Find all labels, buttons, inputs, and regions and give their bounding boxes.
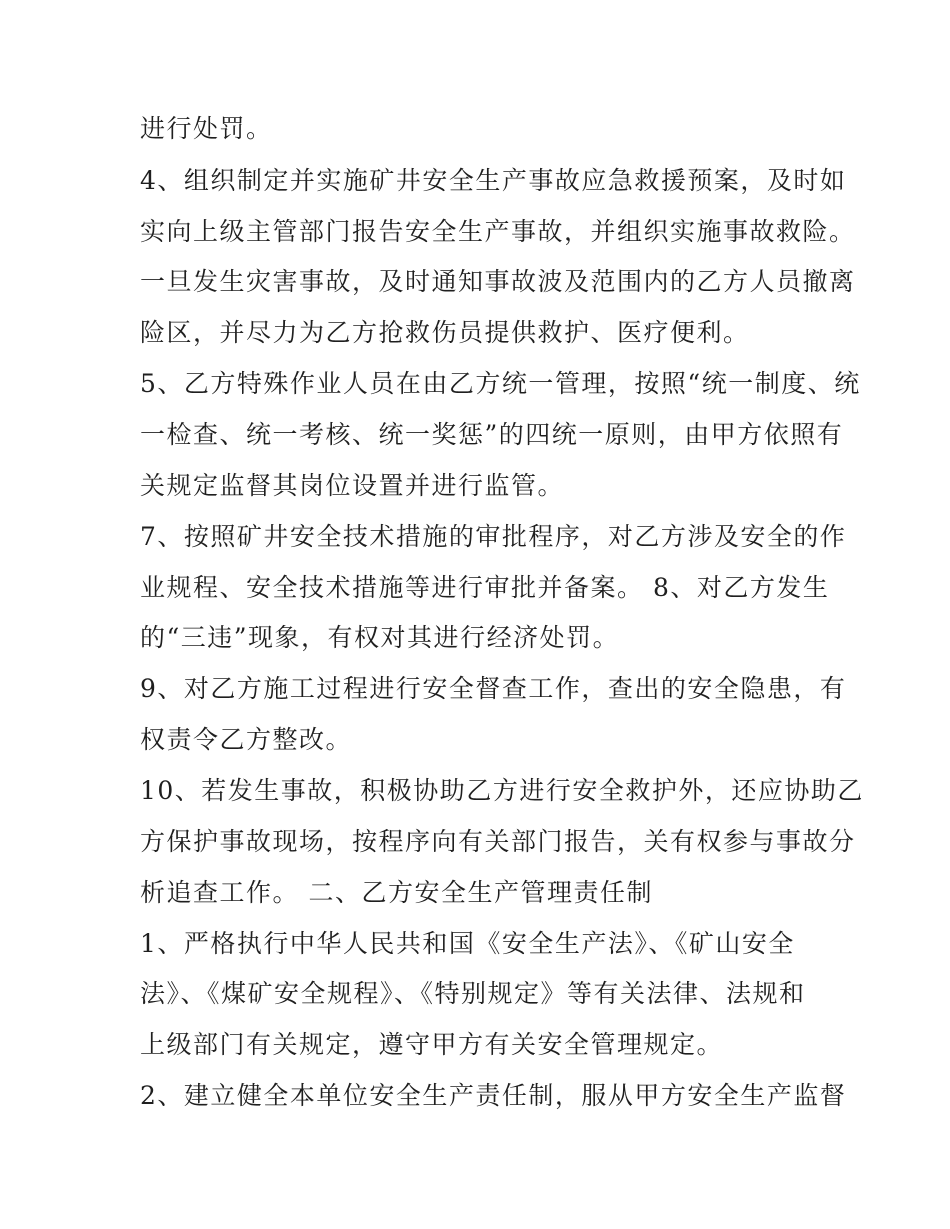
- text-line: 10、若发生事故，积极协助乙方进行安全救护外，还应协助乙: [140, 776, 864, 805]
- text-line: 7、按照矿井安全技术措施的审批程序，对乙方涉及安全的作: [140, 522, 847, 551]
- text-line: 方保护事故现场，按程序向有关部门报告，关有权参与事故分: [140, 827, 856, 856]
- text-line: 5、乙方特殊作业人员在由乙方统一管理，按照“统一制度、统: [140, 369, 861, 398]
- text-line: 上级部门有关规定，遵守甲方有关安全管理规定。: [140, 1030, 724, 1059]
- text-line: 析追查工作。 二、乙方安全生产管理责任制: [140, 878, 653, 907]
- text-line: 一检查、统一考核、统一奖惩”的四统一原则，由甲方依照有: [140, 420, 844, 449]
- text-line: 进行处罚。: [140, 114, 273, 143]
- text-line: 关规定监督其岗位设置并进行监管。: [140, 471, 565, 500]
- text-line: 险区，并尽力为乙方抢救伤员提供救护、医疗便利。: [140, 318, 750, 347]
- text-line: 一旦发生灾害事故，及时通知事故波及范围内的乙方人员撤离: [140, 267, 856, 296]
- text-line: 9、对乙方施工过程进行安全督查工作，查出的安全隐患，有: [140, 674, 847, 703]
- text-line: 实向上级主管部门报告安全生产事故，并组织实施事故救险。: [140, 217, 856, 246]
- text-line: 业规程、安全技术措施等进行审批并备案。 8、对乙方发生: [140, 573, 830, 602]
- text-line: 的“三违”现象，有权对其进行经济处罚。: [140, 623, 620, 652]
- text-line: 权责令乙方整改。: [140, 725, 353, 754]
- text-line: 1、严格执行中华人民共和国《安全生产法》、《矿山安全: [140, 929, 795, 958]
- text-line: 法》、《煤矿安全规程》、《特别规定》等有关法律、法规和: [140, 979, 806, 1008]
- text-line: 2、建立健全本单位安全生产责任制，服从甲方安全生产监督: [140, 1081, 847, 1110]
- text-line: 4、组织制定并实施矿井安全生产事故应急救援预案，及时如: [140, 166, 847, 195]
